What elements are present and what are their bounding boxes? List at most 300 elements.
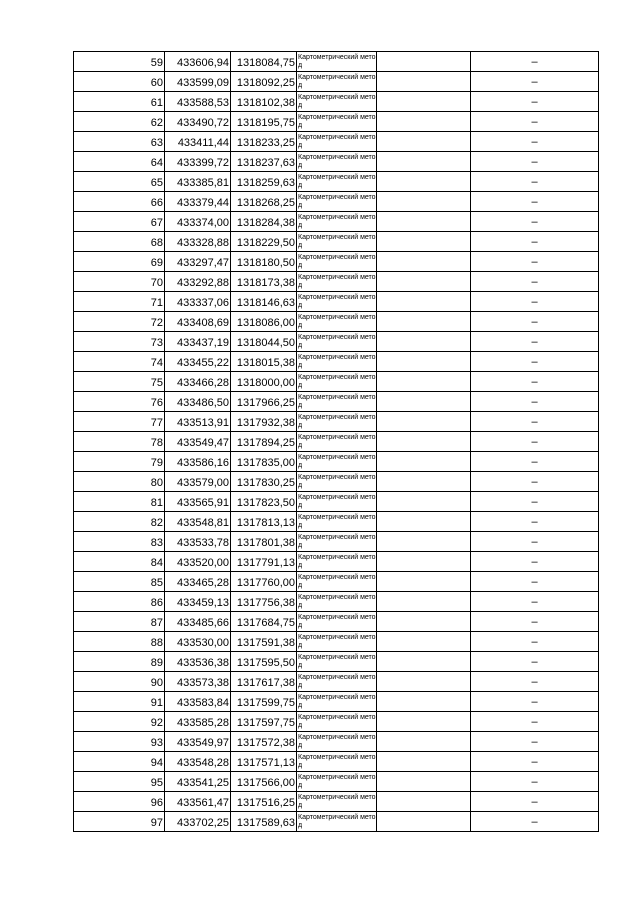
- point-number-cell: 90: [74, 672, 165, 692]
- table-row: [74, 132, 599, 152]
- method-text: Картометрический метод: [298, 253, 376, 269]
- point-number-cell: 91: [74, 692, 165, 712]
- table-row: [74, 452, 599, 472]
- accuracy-cell: –: [471, 712, 599, 732]
- method-cell: [297, 412, 377, 432]
- y-coordinate-cell: 1318180,50: [231, 252, 297, 272]
- method-cell: [297, 712, 377, 732]
- empty-cell: [377, 252, 471, 272]
- method-text: Картометрический метод: [298, 513, 376, 529]
- x-coordinate-cell: 433586,16: [165, 452, 231, 472]
- point-number-cell: 83: [74, 532, 165, 552]
- method-cell: [297, 472, 377, 492]
- method-text: Картометрический метод: [298, 273, 376, 289]
- y-coordinate-cell: 1318146,63: [231, 292, 297, 312]
- accuracy-cell: –: [471, 212, 599, 232]
- accuracy-cell: –: [471, 532, 599, 552]
- table-row: [74, 72, 599, 92]
- y-coordinate-cell: 1317599,75: [231, 692, 297, 712]
- accuracy-cell: –: [471, 472, 599, 492]
- method-cell: [297, 652, 377, 672]
- point-number-cell: 93: [74, 732, 165, 752]
- y-coordinate-cell: 1317597,75: [231, 712, 297, 732]
- accuracy-cell: –: [471, 752, 599, 772]
- x-coordinate-cell: 433533,78: [165, 532, 231, 552]
- y-coordinate-cell: 1317835,00: [231, 452, 297, 472]
- x-coordinate-cell: 433337,06: [165, 292, 231, 312]
- empty-cell: [377, 72, 471, 92]
- method-cell: [297, 552, 377, 572]
- method-cell: [297, 212, 377, 232]
- method-cell: [297, 112, 377, 132]
- empty-cell: [377, 812, 471, 832]
- method-cell: [297, 352, 377, 372]
- method-cell: [297, 732, 377, 752]
- empty-cell: [377, 152, 471, 172]
- x-coordinate-cell: 433513,91: [165, 412, 231, 432]
- point-number-cell: 79: [74, 452, 165, 472]
- method-cell: [297, 612, 377, 632]
- method-cell: [297, 72, 377, 92]
- point-number-cell: 81: [74, 492, 165, 512]
- y-coordinate-cell: 1318092,25: [231, 72, 297, 92]
- point-number-cell: 66: [74, 192, 165, 212]
- x-coordinate-cell: 433374,00: [165, 212, 231, 232]
- accuracy-cell: –: [471, 172, 599, 192]
- point-number-cell: 78: [74, 432, 165, 452]
- point-number-cell: 86: [74, 592, 165, 612]
- table-row: [74, 612, 599, 632]
- accuracy-cell: –: [471, 552, 599, 572]
- x-coordinate-cell: 433541,25: [165, 772, 231, 792]
- x-coordinate-cell: 433328,88: [165, 232, 231, 252]
- y-coordinate-cell: 1317823,50: [231, 492, 297, 512]
- y-coordinate-cell: 1317617,38: [231, 672, 297, 692]
- empty-cell: [377, 492, 471, 512]
- point-number-cell: 69: [74, 252, 165, 272]
- point-number-cell: 76: [74, 392, 165, 412]
- accuracy-cell: –: [471, 312, 599, 332]
- x-coordinate-cell: 433565,91: [165, 492, 231, 512]
- empty-cell: [377, 392, 471, 412]
- empty-cell: [377, 272, 471, 292]
- x-coordinate-cell: 433399,72: [165, 152, 231, 172]
- method-text: Картометрический метод: [298, 633, 376, 649]
- point-number-cell: 63: [74, 132, 165, 152]
- x-coordinate-cell: 433486,50: [165, 392, 231, 412]
- method-text: Картометрический метод: [298, 153, 376, 169]
- point-number-cell: 70: [74, 272, 165, 292]
- accuracy-cell: –: [471, 452, 599, 472]
- empty-cell: [377, 572, 471, 592]
- point-number-cell: 71: [74, 292, 165, 312]
- empty-cell: [377, 752, 471, 772]
- empty-cell: [377, 412, 471, 432]
- accuracy-cell: –: [471, 72, 599, 92]
- y-coordinate-cell: 1317894,25: [231, 432, 297, 452]
- method-cell: [297, 192, 377, 212]
- x-coordinate-cell: 433466,28: [165, 372, 231, 392]
- table-row: [74, 472, 599, 492]
- empty-cell: [377, 632, 471, 652]
- method-text: Картометрический метод: [298, 613, 376, 629]
- empty-cell: [377, 332, 471, 352]
- y-coordinate-cell: 1317591,38: [231, 632, 297, 652]
- method-text: Картометрический метод: [298, 313, 376, 329]
- point-number-cell: 80: [74, 472, 165, 492]
- accuracy-cell: –: [471, 732, 599, 752]
- method-text: Картометрический метод: [298, 773, 376, 789]
- accuracy-cell: –: [471, 52, 599, 72]
- point-number-cell: 85: [74, 572, 165, 592]
- method-cell: [297, 152, 377, 172]
- table-row: [74, 92, 599, 112]
- x-coordinate-cell: 433548,28: [165, 752, 231, 772]
- point-number-cell: 60: [74, 72, 165, 92]
- point-number-cell: 65: [74, 172, 165, 192]
- table-row: [74, 192, 599, 212]
- empty-cell: [377, 112, 471, 132]
- accuracy-cell: –: [471, 352, 599, 372]
- empty-cell: [377, 652, 471, 672]
- empty-cell: [377, 512, 471, 532]
- table-row: [74, 512, 599, 532]
- y-coordinate-cell: 1318173,38: [231, 272, 297, 292]
- method-cell: [297, 692, 377, 712]
- method-cell: [297, 252, 377, 272]
- y-coordinate-cell: 1317760,00: [231, 572, 297, 592]
- accuracy-cell: –: [471, 412, 599, 432]
- x-coordinate-cell: 433702,25: [165, 812, 231, 832]
- point-number-cell: 89: [74, 652, 165, 672]
- empty-cell: [377, 712, 471, 732]
- method-text: Картометрический метод: [298, 173, 376, 189]
- table-row: [74, 212, 599, 232]
- method-text: Картометрический метод: [298, 93, 376, 109]
- method-cell: [297, 512, 377, 532]
- y-coordinate-cell: 1317966,25: [231, 392, 297, 412]
- y-coordinate-cell: 1317830,25: [231, 472, 297, 492]
- x-coordinate-cell: 433561,47: [165, 792, 231, 812]
- accuracy-cell: –: [471, 632, 599, 652]
- accuracy-cell: –: [471, 252, 599, 272]
- table-row: [74, 532, 599, 552]
- table-row: [74, 272, 599, 292]
- method-text: Картометрический метод: [298, 433, 376, 449]
- table-row: [74, 572, 599, 592]
- y-coordinate-cell: 1318259,63: [231, 172, 297, 192]
- method-cell: [297, 492, 377, 512]
- point-number-cell: 61: [74, 92, 165, 112]
- method-text: Картометрический метод: [298, 753, 376, 769]
- empty-cell: [377, 532, 471, 552]
- point-number-cell: 92: [74, 712, 165, 732]
- empty-cell: [377, 552, 471, 572]
- method-text: Картометрический метод: [298, 673, 376, 689]
- x-coordinate-cell: 433485,66: [165, 612, 231, 632]
- accuracy-cell: –: [471, 292, 599, 312]
- method-cell: [297, 132, 377, 152]
- method-text: Картометрический метод: [298, 573, 376, 589]
- x-coordinate-cell: 433549,47: [165, 432, 231, 452]
- method-cell: [297, 772, 377, 792]
- method-cell: [297, 452, 377, 472]
- empty-cell: [377, 92, 471, 112]
- x-coordinate-cell: 433455,22: [165, 352, 231, 372]
- method-text: Картометрический метод: [298, 793, 376, 809]
- point-number-cell: 96: [74, 792, 165, 812]
- method-text: Картометрический метод: [298, 453, 376, 469]
- method-text: Картометрический метод: [298, 133, 376, 149]
- accuracy-cell: –: [471, 332, 599, 352]
- table-row: [74, 632, 599, 652]
- point-number-cell: 82: [74, 512, 165, 532]
- table-row: [74, 172, 599, 192]
- y-coordinate-cell: 1317813,13: [231, 512, 297, 532]
- method-cell: [297, 672, 377, 692]
- method-cell: [297, 292, 377, 312]
- y-coordinate-cell: 1318044,50: [231, 332, 297, 352]
- point-number-cell: 88: [74, 632, 165, 652]
- x-coordinate-cell: 433465,28: [165, 572, 231, 592]
- x-coordinate-cell: 433530,00: [165, 632, 231, 652]
- table-row: [74, 752, 599, 772]
- method-text: Картометрический метод: [298, 53, 376, 69]
- table-row: [74, 732, 599, 752]
- y-coordinate-cell: 1318233,25: [231, 132, 297, 152]
- method-text: Картометрический метод: [298, 473, 376, 489]
- x-coordinate-cell: 433606,94: [165, 52, 231, 72]
- x-coordinate-cell: 433536,38: [165, 652, 231, 672]
- empty-cell: [377, 432, 471, 452]
- point-number-cell: 59: [74, 52, 165, 72]
- table-row: [74, 812, 599, 832]
- x-coordinate-cell: 433411,44: [165, 132, 231, 152]
- method-text: Картометрический метод: [298, 493, 376, 509]
- y-coordinate-cell: 1317684,75: [231, 612, 297, 632]
- y-coordinate-cell: 1318195,75: [231, 112, 297, 132]
- empty-cell: [377, 452, 471, 472]
- method-text: Картометрический метод: [298, 293, 376, 309]
- method-text: Картометрический метод: [298, 233, 376, 249]
- method-text: Картометрический метод: [298, 213, 376, 229]
- accuracy-cell: –: [471, 392, 599, 412]
- x-coordinate-cell: 433385,81: [165, 172, 231, 192]
- method-cell: [297, 272, 377, 292]
- table-row: [74, 792, 599, 812]
- method-cell: [297, 92, 377, 112]
- x-coordinate-cell: 433588,53: [165, 92, 231, 112]
- empty-cell: [377, 352, 471, 372]
- x-coordinate-cell: 433573,38: [165, 672, 231, 692]
- table-row: [74, 52, 599, 72]
- x-coordinate-cell: 433599,09: [165, 72, 231, 92]
- point-number-cell: 68: [74, 232, 165, 252]
- table-row: [74, 312, 599, 332]
- table-row: [74, 552, 599, 572]
- table-row: [74, 712, 599, 732]
- method-text: Картометрический метод: [298, 813, 376, 829]
- table-row: [74, 692, 599, 712]
- accuracy-cell: –: [471, 92, 599, 112]
- empty-cell: [377, 732, 471, 752]
- x-coordinate-cell: 433585,28: [165, 712, 231, 732]
- x-coordinate-cell: 433520,00: [165, 552, 231, 572]
- method-text: Картометрический метод: [298, 73, 376, 89]
- method-cell: [297, 372, 377, 392]
- y-coordinate-cell: 1317791,13: [231, 552, 297, 572]
- empty-cell: [377, 212, 471, 232]
- coordinates-table-body: [74, 52, 599, 832]
- y-coordinate-cell: 1317572,38: [231, 732, 297, 752]
- x-coordinate-cell: 433297,47: [165, 252, 231, 272]
- point-number-cell: 62: [74, 112, 165, 132]
- y-coordinate-cell: 1318268,25: [231, 192, 297, 212]
- y-coordinate-cell: 1318086,00: [231, 312, 297, 332]
- x-coordinate-cell: 433408,69: [165, 312, 231, 332]
- table-row: [74, 772, 599, 792]
- y-coordinate-cell: 1317566,00: [231, 772, 297, 792]
- table-row: [74, 652, 599, 672]
- method-cell: [297, 432, 377, 452]
- method-text: Картометрический метод: [298, 593, 376, 609]
- y-coordinate-cell: 1318000,00: [231, 372, 297, 392]
- table-row: [74, 352, 599, 372]
- empty-cell: [377, 792, 471, 812]
- accuracy-cell: –: [471, 612, 599, 632]
- method-cell: [297, 392, 377, 412]
- empty-cell: [377, 52, 471, 72]
- y-coordinate-cell: 1317801,38: [231, 532, 297, 552]
- x-coordinate-cell: 433549,97: [165, 732, 231, 752]
- method-cell: [297, 532, 377, 552]
- table-row: [74, 152, 599, 172]
- point-number-cell: 67: [74, 212, 165, 232]
- y-coordinate-cell: 1318015,38: [231, 352, 297, 372]
- accuracy-cell: –: [471, 272, 599, 292]
- method-cell: [297, 812, 377, 832]
- point-number-cell: 84: [74, 552, 165, 572]
- accuracy-cell: –: [471, 772, 599, 792]
- x-coordinate-cell: 433490,72: [165, 112, 231, 132]
- method-text: Картометрический метод: [298, 193, 376, 209]
- empty-cell: [377, 612, 471, 632]
- method-cell: [297, 172, 377, 192]
- table-row: [74, 252, 599, 272]
- empty-cell: [377, 232, 471, 252]
- method-text: Картометрический метод: [298, 733, 376, 749]
- method-text: Картометрический метод: [298, 553, 376, 569]
- empty-cell: [377, 592, 471, 612]
- method-text: Картометрический метод: [298, 653, 376, 669]
- accuracy-cell: –: [471, 792, 599, 812]
- accuracy-cell: –: [471, 492, 599, 512]
- y-coordinate-cell: 1318237,63: [231, 152, 297, 172]
- empty-cell: [377, 292, 471, 312]
- accuracy-cell: –: [471, 152, 599, 172]
- method-cell: [297, 632, 377, 652]
- accuracy-cell: –: [471, 112, 599, 132]
- method-text: Картометрический метод: [298, 713, 376, 729]
- table-row: [74, 432, 599, 452]
- table-row: [74, 592, 599, 612]
- y-coordinate-cell: 1318102,38: [231, 92, 297, 112]
- point-number-cell: 75: [74, 372, 165, 392]
- accuracy-cell: –: [471, 592, 599, 612]
- accuracy-cell: –: [471, 692, 599, 712]
- table-row: [74, 332, 599, 352]
- table-row: [74, 392, 599, 412]
- empty-cell: [377, 772, 471, 792]
- empty-cell: [377, 172, 471, 192]
- x-coordinate-cell: 433579,00: [165, 472, 231, 492]
- accuracy-cell: –: [471, 432, 599, 452]
- point-number-cell: 77: [74, 412, 165, 432]
- y-coordinate-cell: 1318229,50: [231, 232, 297, 252]
- table-row: [74, 672, 599, 692]
- method-cell: [297, 792, 377, 812]
- y-coordinate-cell: 1317756,38: [231, 592, 297, 612]
- accuracy-cell: –: [471, 512, 599, 532]
- y-coordinate-cell: 1318284,38: [231, 212, 297, 232]
- table-row: [74, 232, 599, 252]
- method-cell: [297, 332, 377, 352]
- table-row: [74, 412, 599, 432]
- x-coordinate-cell: 433583,84: [165, 692, 231, 712]
- point-number-cell: 73: [74, 332, 165, 352]
- point-number-cell: 95: [74, 772, 165, 792]
- table-row: [74, 492, 599, 512]
- table-row: [74, 372, 599, 392]
- method-cell: [297, 592, 377, 612]
- empty-cell: [377, 692, 471, 712]
- accuracy-cell: –: [471, 192, 599, 212]
- method-text: Картометрический метод: [298, 693, 376, 709]
- accuracy-cell: –: [471, 652, 599, 672]
- empty-cell: [377, 372, 471, 392]
- y-coordinate-cell: 1317595,50: [231, 652, 297, 672]
- method-cell: [297, 572, 377, 592]
- empty-cell: [377, 472, 471, 492]
- point-number-cell: 94: [74, 752, 165, 772]
- method-text: Картометрический метод: [298, 113, 376, 129]
- x-coordinate-cell: 433292,88: [165, 272, 231, 292]
- empty-cell: [377, 132, 471, 152]
- y-coordinate-cell: 1317516,25: [231, 792, 297, 812]
- method-text: Картометрический метод: [298, 393, 376, 409]
- y-coordinate-cell: 1318084,75: [231, 52, 297, 72]
- table-row: [74, 112, 599, 132]
- accuracy-cell: –: [471, 672, 599, 692]
- coordinates-table: [73, 51, 599, 832]
- method-text: Картометрический метод: [298, 413, 376, 429]
- coordinates-document: [73, 51, 597, 832]
- accuracy-cell: –: [471, 372, 599, 392]
- accuracy-cell: –: [471, 232, 599, 252]
- point-number-cell: 74: [74, 352, 165, 372]
- y-coordinate-cell: 1317589,63: [231, 812, 297, 832]
- empty-cell: [377, 672, 471, 692]
- method-cell: [297, 52, 377, 72]
- accuracy-cell: –: [471, 812, 599, 832]
- point-number-cell: 87: [74, 612, 165, 632]
- y-coordinate-cell: 1317571,13: [231, 752, 297, 772]
- x-coordinate-cell: 433548,81: [165, 512, 231, 532]
- point-number-cell: 97: [74, 812, 165, 832]
- method-text: Картометрический метод: [298, 353, 376, 369]
- empty-cell: [377, 312, 471, 332]
- point-number-cell: 64: [74, 152, 165, 172]
